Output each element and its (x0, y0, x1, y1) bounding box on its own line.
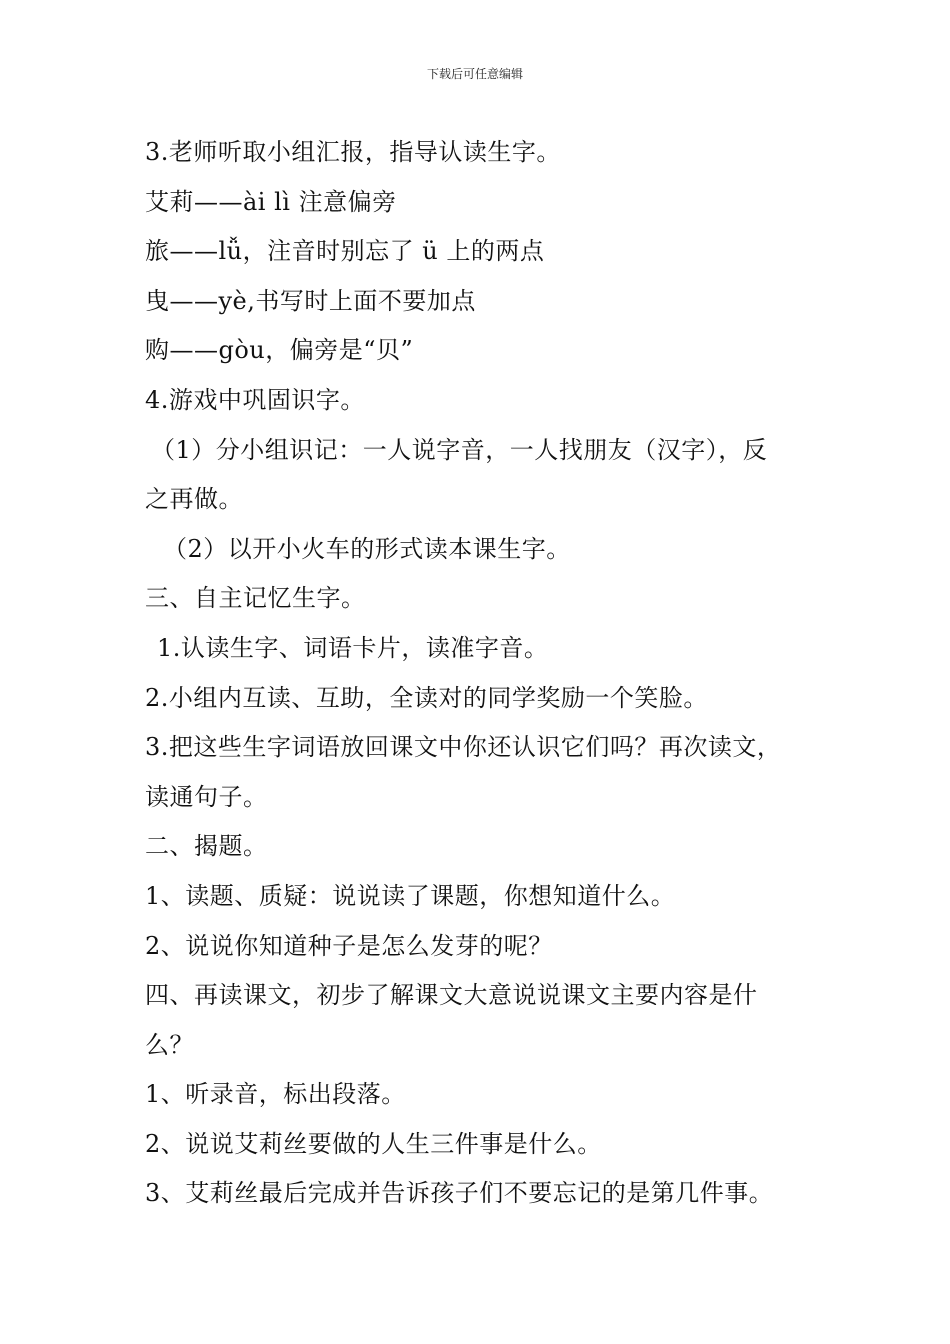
text-line: 读通句子。 (145, 782, 268, 811)
text-line: 四、再读课文，初步了解课文大意说说课文主要内容是什 (145, 981, 758, 1010)
text-line: 2.小组内互读、互助，全读对的同学奖励一个笑脸。 (145, 683, 708, 712)
text-line: 1.认读生字、词语卡片，读准字音。 (157, 633, 549, 662)
text-line: 二、揭题。 (145, 832, 268, 861)
text-line: 3、艾莉丝最后完成并告诉孩子们不要忘记的是第几件事。 (145, 1179, 774, 1208)
text-line: 1、读题、质疑：说说读了课题，你想知道什么。 (145, 881, 676, 910)
text-line: 4.游戏中巩固识字。 (145, 385, 365, 414)
text-line: 三、自主记忆生字。 (145, 584, 366, 613)
text-line: （1）分小组识记：一人说字音，一人找朋友（汉字），反 (151, 435, 768, 464)
text-line: 1、听录音，标出段落。 (145, 1080, 406, 1109)
text-line: 2、说说你知道种子是怎么发芽的呢？ (145, 931, 553, 960)
text-line: 3.老师听取小组汇报，指导认读生字。 (145, 138, 561, 166)
text-line: （2）以开小火车的形式读本课生字。 (163, 534, 571, 563)
text-line: 购——gòu，偏旁是“贝” (145, 336, 414, 365)
page-header: 下载后可任意编辑 (426, 67, 523, 81)
text-line: 旅——lǚ，注音时别忘了 ü 上的两点 (145, 237, 545, 266)
text-line: 艾莉——ài lì 注意偏旁 (145, 187, 397, 216)
text-line: 么？ (145, 1030, 194, 1059)
text-line: 之再做。 (145, 485, 243, 514)
text-line: 2、说说艾莉丝要做的人生三件事是什么。 (145, 1129, 602, 1158)
document-body (145, 128, 825, 1219)
text-line: 曳——yè,书写时上面不要加点 (145, 286, 476, 315)
text-line: 3.把这些生字词语放回课文中你还认识它们吗？再次读文， (145, 733, 782, 762)
